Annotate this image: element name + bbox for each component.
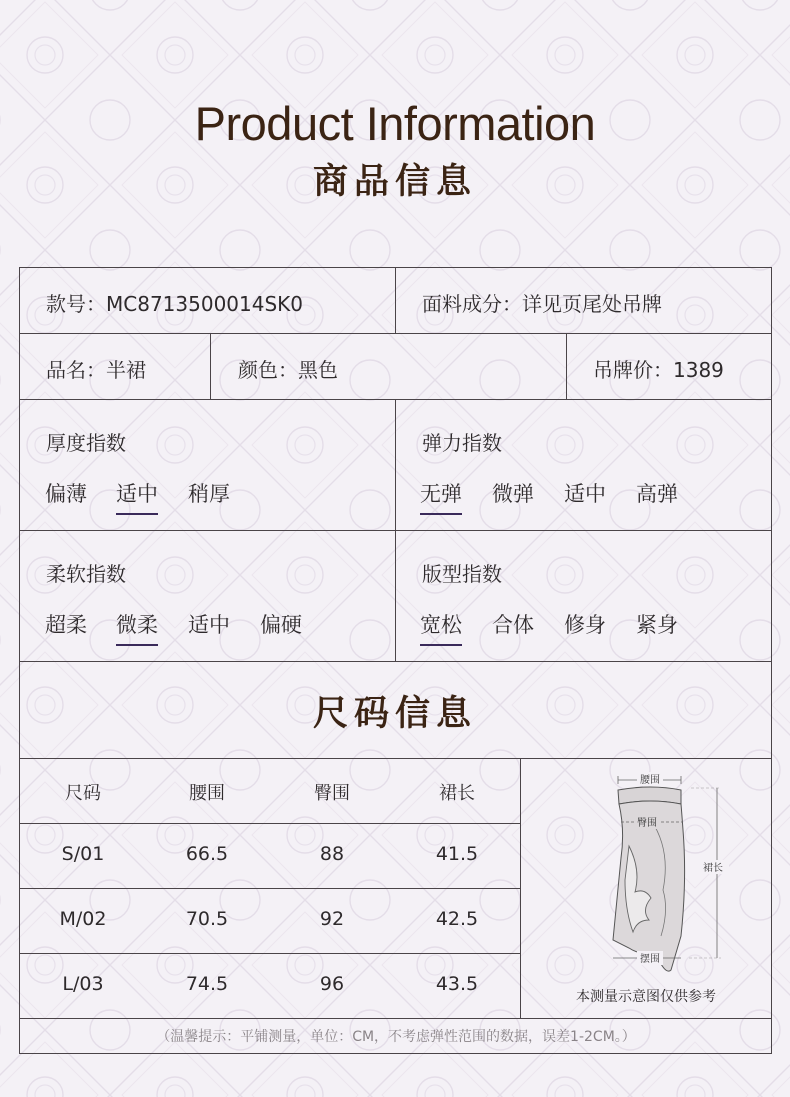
- grid-line: [395, 267, 396, 333]
- size-cell: 92: [319, 908, 345, 930]
- grid-line: [19, 888, 521, 889]
- size-cell: 74.5: [185, 973, 229, 995]
- size-cell: L/03: [62, 973, 104, 995]
- measurement-footnote: （温馨提示：平铺测量，单位：CM，不考虑弹性范围的数据，误差1-2CM。）: [156, 1029, 636, 1045]
- softness-option: 超柔: [45, 613, 87, 637]
- hem-label: 摆围: [640, 954, 660, 965]
- softness-option-selected: 微柔: [116, 609, 158, 646]
- softness-index-title: 柔软指数: [46, 562, 126, 586]
- length-label: 裙长: [703, 863, 723, 874]
- grid-line: [19, 758, 772, 759]
- product-color: 颜色：黑色: [238, 358, 338, 382]
- softness-option: 适中: [188, 613, 230, 637]
- hip-label: 臀围: [637, 818, 657, 829]
- fit-option: 合体: [492, 613, 534, 637]
- style-number: 款号：MC8713500014SK0: [46, 292, 304, 316]
- grid-line: [19, 661, 772, 662]
- page-title-en: Product Information: [194, 97, 596, 150]
- size-cell: 42.5: [435, 908, 479, 930]
- grid-line: [19, 953, 521, 954]
- thickness-index-title: 厚度指数: [46, 431, 126, 455]
- grid-line: [19, 1018, 772, 1019]
- waist-label: 腰围: [640, 775, 660, 786]
- grid-line: [210, 333, 211, 399]
- size-section-title: 尺码信息: [312, 694, 477, 734]
- size-header-size: 尺码: [65, 783, 101, 804]
- diagram-caption: 本测量示意图仅供参考: [576, 989, 716, 1005]
- size-cell: 66.5: [185, 843, 229, 865]
- fit-option: 修身: [564, 613, 606, 637]
- size-cell: 96: [319, 973, 345, 995]
- elasticity-option-selected: 无弹: [420, 478, 462, 515]
- size-cell: 70.5: [185, 908, 229, 930]
- skirt-measurement-diagram: [521, 760, 771, 1018]
- thickness-option: 偏薄: [45, 482, 87, 506]
- grid-line: [566, 333, 567, 399]
- elasticity-option: 微弹: [492, 482, 534, 506]
- size-header-waist: 腰围: [189, 783, 225, 804]
- size-cell: M/02: [59, 908, 107, 930]
- grid-line: [395, 399, 396, 661]
- elasticity-index-title: 弹力指数: [422, 431, 502, 455]
- size-cell: S/01: [61, 843, 105, 865]
- softness-option: 偏硬: [260, 613, 302, 637]
- size-header-length: 裙长: [439, 783, 475, 804]
- fit-option-selected: 宽松: [420, 609, 462, 646]
- fit-option: 紧身: [636, 613, 678, 637]
- fabric-composition: 面料成分：详见页尾处吊牌: [422, 292, 662, 316]
- size-cell: 41.5: [435, 843, 479, 865]
- grid-line: [19, 823, 521, 824]
- thickness-option-selected: 适中: [116, 478, 158, 515]
- elasticity-option: 适中: [564, 482, 606, 506]
- fit-index-title: 版型指数: [422, 562, 502, 586]
- size-header-hip: 臀围: [314, 783, 350, 804]
- elasticity-option: 高弹: [636, 482, 678, 506]
- grid-line: [19, 333, 772, 334]
- thickness-option: 稍厚: [188, 482, 230, 506]
- tag-price: 吊牌价：1389: [593, 358, 724, 382]
- product-name: 品名：半裙: [46, 358, 146, 382]
- size-cell: 43.5: [435, 973, 479, 995]
- page-title-cn: 商品信息: [312, 162, 477, 202]
- size-cell: 88: [319, 843, 345, 865]
